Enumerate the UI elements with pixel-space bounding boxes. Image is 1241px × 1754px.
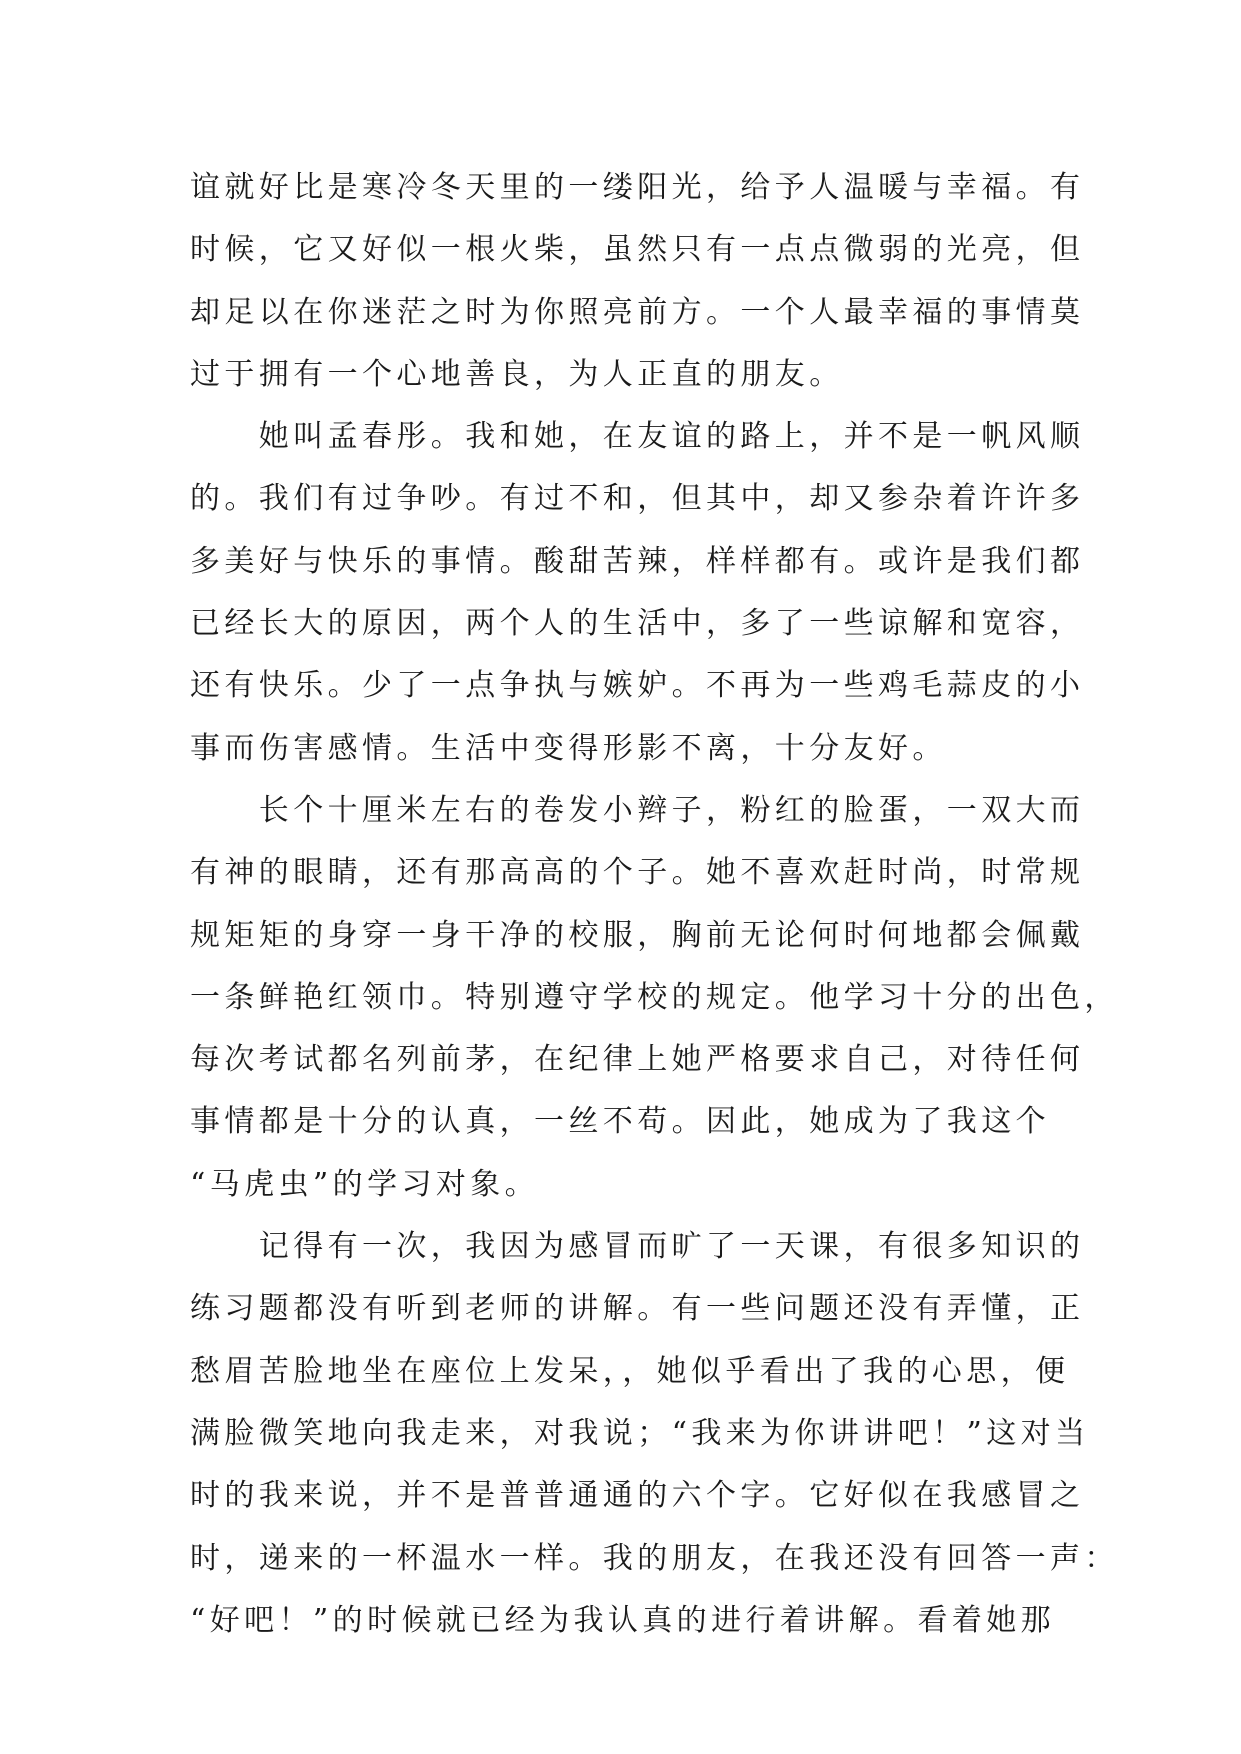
text-line: 有神的眼睛，还有那高高的个子。她不喜欢赶时尚，时常规 — [190, 855, 1085, 891]
text-line: 的。我们有过争吵。有过不和，但其中，却又参杂着许许多 — [190, 481, 1085, 517]
text-line: 时候，它又好似一根火柴，虽然只有一点点微弱的光亮，但 — [190, 232, 1085, 268]
text-line: 愁眉苦脸地坐在座位上发呆，，她似乎看出了我的心思，便 — [190, 1353, 1070, 1389]
text-line: 已经长大的原因，两个人的生活中，多了一些谅解和宽容， — [190, 606, 1085, 642]
text-line: 过于拥有一个心地善良，为人正直的朋友。 — [190, 356, 844, 392]
text-line: 时的我来说，并不是普普通通的六个字。它好似在我感冒之 — [190, 1478, 1085, 1514]
essay-body — [190, 157, 1119, 1652]
text-line: 还有快乐。少了一点争执与嫉妒。不再为一些鸡毛蒜皮的小 — [190, 668, 1085, 704]
text-line: 满脸微笑地向我走来，对我说；“我来为你讲讲吧！”这对当 — [190, 1415, 1090, 1451]
text-line: 时，递来的一杯温水一样。我的朋友，在我还没有回答一声： — [190, 1540, 1119, 1576]
text-line: 练习题都没有听到老师的讲解。有一些问题还没有弄懂，正 — [190, 1291, 1085, 1327]
text-line: 规矩矩的身穿一身干净的校服，胸前无论何时何地都会佩戴 — [190, 917, 1085, 953]
text-line: 她叫孟春彤。我和她，在友谊的路上，并不是一帆风顺 — [190, 419, 1085, 455]
text-line: “马虎虫”的学习对象。 — [190, 1166, 540, 1202]
text-line: 一条鲜艳红领巾。特别遵守学校的规定。他学习十分的出色， — [190, 979, 1119, 1015]
text-line: “好吧！”的时候就已经为我认真的进行着讲解。看着她那 — [190, 1602, 1056, 1638]
text-line: 每次考试都名列前茅，在纪律上她严格要求自己，对待任何 — [190, 1042, 1085, 1078]
text-line: 谊就好比是寒冷冬天里的一缕阳光，给予人温暖与幸福。有 — [190, 170, 1085, 205]
text-line: 却足以在你迷茫之时为你照亮前方。一个人最幸福的事情莫 — [190, 294, 1085, 330]
text-line: 事情都是十分的认真，一丝不苟。因此，她成为了我这个 — [190, 1104, 1050, 1140]
text-line: 长个十厘米左右的卷发小辫子，粉红的脸蛋，一双大而 — [190, 792, 1085, 828]
text-line: 多美好与快乐的事情。酸甜苦辣，样样都有。或许是我们都 — [190, 543, 1085, 579]
text-line: 记得有一次，我因为感冒而旷了一天课，有很多知识的 — [190, 1229, 1085, 1265]
text-line: 事而伤害感情。生活中变得形影不离，十分友好。 — [190, 730, 947, 766]
